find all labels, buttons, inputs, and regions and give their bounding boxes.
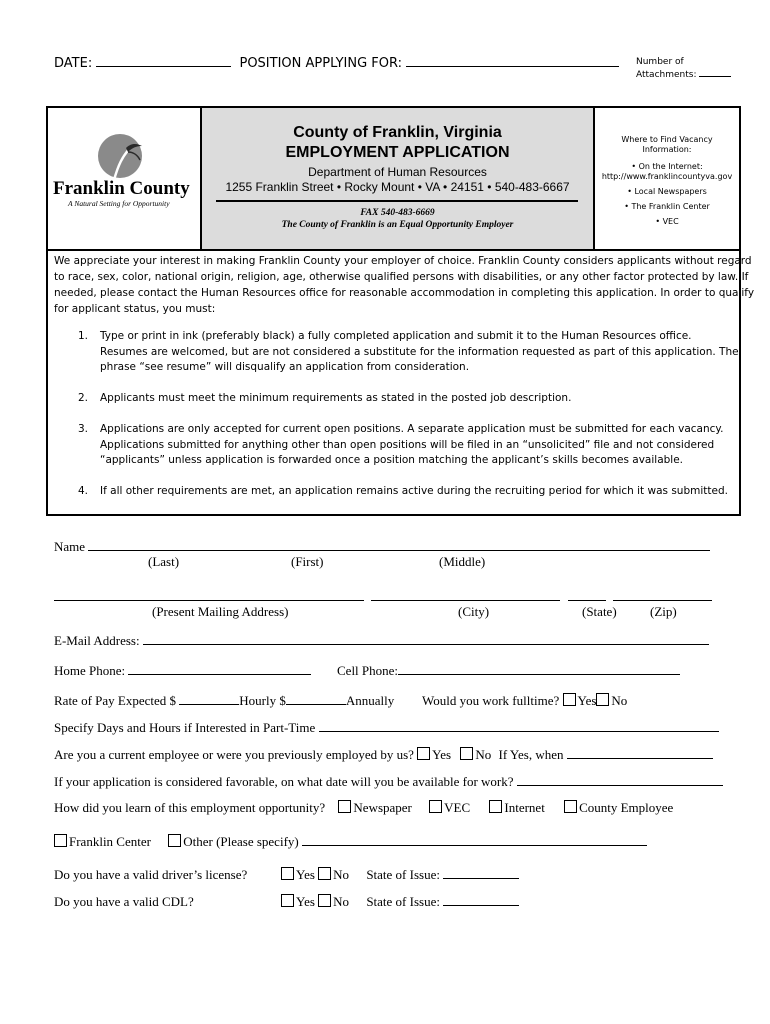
annually-label: Annually	[345, 693, 395, 708]
attachments-block	[636, 56, 731, 82]
home-phone-label: Home Phone:	[54, 663, 126, 678]
name-row	[54, 539, 710, 555]
cdl-no-checkbox[interactable]	[318, 894, 331, 907]
email-row	[54, 633, 709, 649]
mailing-label: (Present Mailing Address)	[152, 604, 289, 619]
newspaper-checkbox[interactable]	[338, 800, 351, 813]
employee-no-checkbox[interactable]	[460, 747, 473, 760]
franklin-county-logo-icon	[92, 132, 152, 182]
franklin-center-label: Franklin Center	[69, 834, 151, 849]
vec-checkbox[interactable]	[429, 800, 442, 813]
parttime-field[interactable]	[319, 731, 719, 732]
other-label: Other (Please specify)	[183, 834, 299, 849]
yes-label: Yes	[296, 894, 315, 909]
parttime-row	[54, 720, 719, 736]
address: 1255 Franklin Street • Rocky Mount • VA • 24151 • 540-483-6667	[225, 180, 570, 194]
attachments-field[interactable]	[699, 76, 731, 77]
vacancy-item: • VEC	[655, 217, 679, 226]
yes-label: Yes	[577, 693, 597, 708]
license-question: Do you have a valid driver’s license?	[54, 867, 248, 882]
yes-label: Yes	[296, 867, 315, 882]
state-issue-label: State of Issue:	[366, 894, 440, 909]
cdl-question: Do you have a valid CDL?	[54, 894, 194, 909]
rate-label: Rate of Pay Expected $	[54, 693, 177, 708]
cdl-state-field[interactable]	[443, 905, 519, 906]
name-field[interactable]	[88, 550, 710, 551]
attachments-label-2: Attachments:	[636, 70, 697, 80]
name-label: Name	[54, 539, 86, 554]
eeo-statement: The County of Franklin is an Equal Opportunity Employer	[281, 220, 514, 230]
no-label: No	[333, 867, 350, 882]
license-yes-checkbox[interactable]	[281, 867, 294, 880]
requirement-number: 2.	[78, 392, 89, 404]
parttime-label: Specify Days and Hours if Interested in Part-Time	[54, 720, 316, 735]
learn-row	[54, 800, 673, 816]
requirement-number: 1.	[78, 330, 89, 342]
hourly-label: Hourly $	[239, 693, 286, 708]
annual-rate-field[interactable]	[286, 704, 346, 705]
requirement-text: Applications are only accepted for current open positions. A separate application must be submitted for each vacancy. Applications submitted for anything other than open positions will be filed in an “unsolicited” file and not considered “applicants” unless application is forwarded once a position matching the applicant’s skills becomes available.	[100, 423, 724, 466]
intro-line: for applicant status, you must:	[54, 303, 216, 315]
intro-line: needed, please contact the Human Resources office for reasonable accommodation in completing this application. In order to qualify	[54, 287, 755, 299]
cdl-yes-checkbox[interactable]	[281, 894, 294, 907]
intro-line: We appreciate your interest in making Franklin County your employer of choice. Franklin County considers applicants without regard	[54, 255, 752, 267]
city-label: (City)	[458, 604, 490, 619]
no-label: No	[611, 693, 628, 708]
hourly-rate-field[interactable]	[179, 704, 239, 705]
other-checkbox[interactable]	[168, 834, 181, 847]
yes-label: Yes	[432, 747, 452, 762]
middle-label: (Middle)	[439, 554, 486, 569]
city-field[interactable]	[371, 600, 560, 601]
learn-question: How did you learn of this employment opportunity?	[54, 800, 326, 815]
no-label: No	[333, 894, 350, 909]
intro-line: to race, sex, color, national origin, religion, age, otherwise qualified persons with disabilities, or any other factor protected by law. If	[54, 271, 749, 283]
address-field[interactable]	[54, 600, 364, 601]
date-row	[54, 56, 619, 71]
zip-field[interactable]	[613, 600, 712, 601]
requirement-text: Type or print in ink (preferably black) a fully completed application and submit it to the Human Resources office. Resumes are welcomed, but are not considered a substitute for the information requested as part of this application. The phrase “see resume” will disqualify an application from consideration.	[100, 330, 739, 373]
fulltime-label: Would you work fulltime?	[422, 693, 560, 708]
county-employee-checkbox[interactable]	[564, 800, 577, 813]
internet-label: Internet	[504, 800, 545, 815]
county-employee-label: County Employee	[579, 800, 674, 815]
employee-when-field[interactable]	[567, 758, 713, 759]
attachments-label: Number of	[636, 57, 684, 67]
state-field[interactable]	[568, 600, 606, 601]
license-no-checkbox[interactable]	[318, 867, 331, 880]
vacancy-title: Where to Find Vacancy	[621, 135, 713, 144]
department: Department of Human Resources	[308, 165, 487, 179]
logo-tagline: A Natural Setting for Opportunity	[68, 199, 170, 208]
available-row	[54, 774, 723, 790]
vacancy-info	[597, 135, 737, 227]
intro-paragraph	[54, 253, 754, 317]
learn-row-2	[54, 834, 647, 850]
license-state-field[interactable]	[443, 878, 519, 879]
fulltime-yes-checkbox[interactable]	[563, 693, 576, 706]
internet-checkbox[interactable]	[489, 800, 502, 813]
vacancy-item: • Local Newspapers	[627, 187, 707, 196]
vacancy-item: • On the Internet:	[631, 162, 703, 171]
position-label: POSITION APPLYING FOR:	[239, 56, 403, 71]
cdl-options	[281, 894, 519, 910]
rate-row	[54, 693, 394, 709]
requirement-text: Applicants must meet the minimum requirements as stated in the posted job description.	[100, 392, 572, 404]
cell-phone-label: Cell Phone:	[337, 663, 399, 678]
requirement-number: 3.	[78, 423, 89, 435]
vacancy-title-2: Information:	[642, 145, 692, 154]
first-label: (First)	[291, 554, 324, 569]
available-question: If your application is considered favorable, on what date will you be available for work?	[54, 774, 514, 789]
home-phone-row	[54, 663, 311, 679]
date-field[interactable]	[96, 66, 231, 67]
position-field[interactable]	[406, 66, 619, 67]
employee-question: Are you a current employee or were you previously employed by us?	[54, 747, 414, 762]
vacancy-item: • The Franklin Center	[624, 202, 710, 211]
logo-name: Franklin County	[53, 178, 190, 199]
last-label: (Last)	[148, 554, 180, 569]
other-specify-field[interactable]	[302, 845, 647, 846]
if-yes-label: If Yes, when	[498, 747, 564, 762]
employee-row	[54, 747, 713, 763]
cell-phone-row	[337, 663, 680, 679]
vacancy-url: http://www.franklincountyva.gov	[601, 172, 733, 181]
county-title: County of Franklin, Virginia	[293, 124, 502, 141]
state-label: (State)	[582, 604, 617, 619]
license-options	[281, 867, 519, 883]
vec-label: VEC	[444, 800, 471, 815]
franklin-center-checkbox[interactable]	[54, 834, 67, 847]
home-phone-field[interactable]	[128, 674, 311, 675]
date-label: DATE:	[54, 56, 93, 71]
requirement-number: 4.	[78, 485, 89, 497]
title-divider	[216, 200, 578, 202]
state-issue-label: State of Issue:	[366, 867, 440, 882]
requirement-text: If all other requirements are met, an application remains active during the recruiting period for which it was submitted.	[100, 485, 728, 497]
newspaper-label: Newspaper	[353, 800, 412, 815]
email-field[interactable]	[143, 644, 709, 645]
fax: FAX 540-483-6669	[360, 208, 435, 218]
fulltime-no-checkbox[interactable]	[596, 693, 609, 706]
no-label: No	[475, 747, 492, 762]
available-date-field[interactable]	[517, 785, 723, 786]
fulltime-row	[422, 693, 627, 709]
email-label: E-Mail Address:	[54, 633, 140, 648]
application-title: EMPLOYMENT APPLICATION	[285, 144, 510, 161]
employee-yes-checkbox[interactable]	[417, 747, 430, 760]
zip-label: (Zip)	[650, 604, 677, 619]
cell-phone-field[interactable]	[398, 674, 680, 675]
